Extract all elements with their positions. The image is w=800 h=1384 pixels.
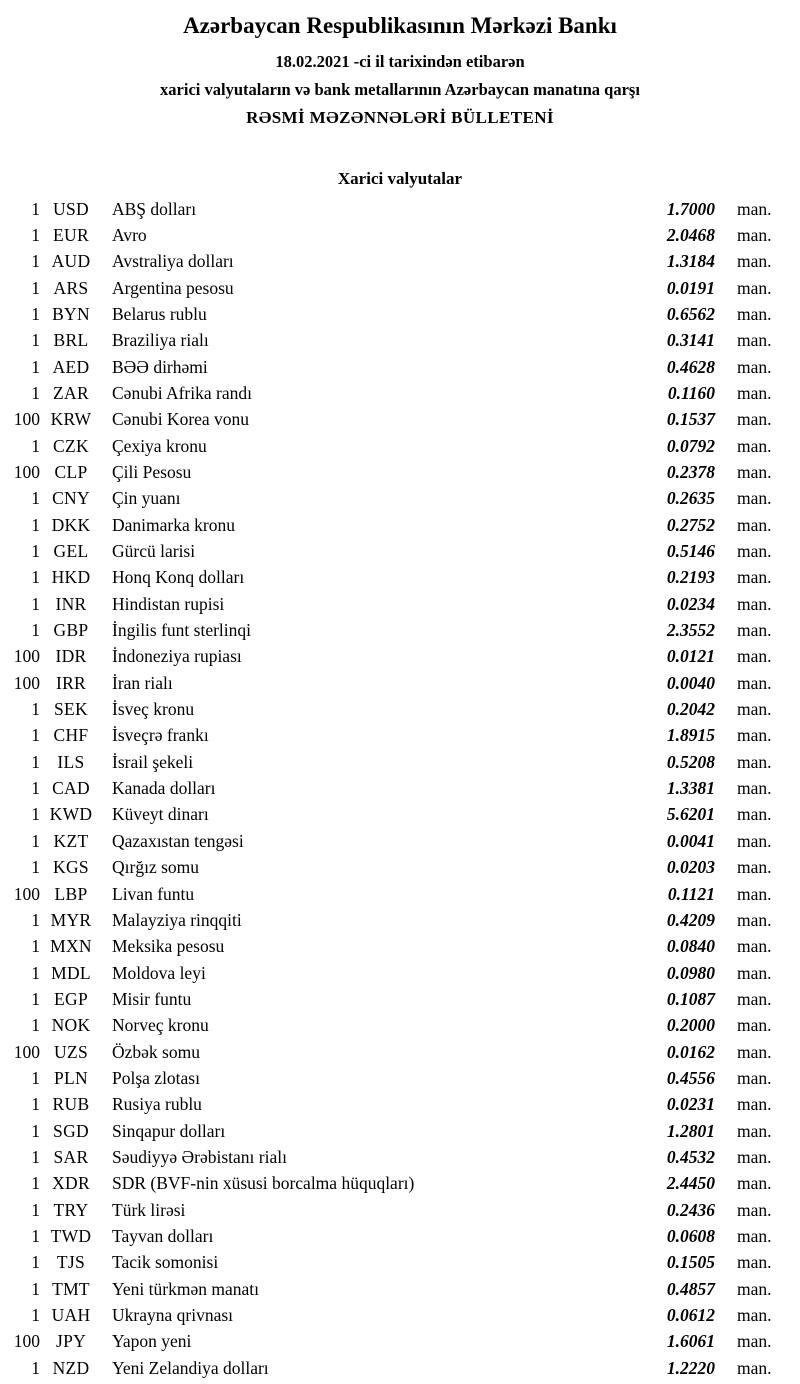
row-currency-code: XDR <box>52 1173 90 1194</box>
row-rate: 0.2378 <box>666 462 715 483</box>
row-rate: 0.4532 <box>666 1146 715 1167</box>
row-currency-code: MYR <box>50 909 92 930</box>
row-quantity: 1 <box>31 1146 40 1167</box>
row-currency-code: GBP <box>53 620 89 641</box>
table-row <box>0 591 800 617</box>
row-unit: man. <box>737 462 772 483</box>
row-rate: 2.3552 <box>666 620 715 641</box>
row-currency-code: BRL <box>53 330 89 351</box>
subject-line: xarici valyutaların və bank metallarının Azərbaycan manatına qarşı <box>160 80 640 100</box>
table-row <box>0 749 800 775</box>
row-unit: man. <box>737 883 772 904</box>
row-currency-code: MXN <box>50 936 92 957</box>
row-quantity: 1 <box>31 251 40 272</box>
row-quantity: 1 <box>31 1015 40 1036</box>
row-rate: 0.4556 <box>666 1067 715 1088</box>
row-currency-code: TRY <box>53 1199 89 1220</box>
row-rate: 0.1537 <box>666 409 715 430</box>
row-quantity: 1 <box>31 1252 40 1273</box>
row-currency-code: HKD <box>51 567 91 588</box>
row-currency-name: Hindistan rupisi <box>112 593 225 614</box>
row-rate: 0.0191 <box>666 277 715 298</box>
row-rate: 0.2635 <box>666 488 715 509</box>
row-unit: man. <box>737 1331 772 1352</box>
row-rate: 0.4209 <box>666 909 715 930</box>
table-row <box>0 670 800 696</box>
row-quantity: 100 <box>13 672 40 693</box>
row-rate: 0.0840 <box>666 936 715 957</box>
row-quantity: 1 <box>31 620 40 641</box>
row-quantity: 100 <box>13 409 40 430</box>
row-unit: man. <box>737 1146 772 1167</box>
row-rate: 0.5146 <box>666 541 715 562</box>
row-currency-name: Belarus rublu <box>112 303 207 324</box>
row-quantity: 1 <box>31 1357 40 1378</box>
row-currency-name: ABŞ dolları <box>112 198 197 219</box>
row-currency-name: Səudiyyə Ərəbistanı rialı <box>112 1146 287 1167</box>
row-currency-code: KGS <box>53 857 89 878</box>
table-row <box>0 564 800 590</box>
row-rate: 0.1087 <box>666 988 715 1009</box>
table-row <box>0 960 800 986</box>
row-currency-name: Kanada dolları <box>112 778 216 799</box>
row-currency-code: ILS <box>57 751 85 772</box>
row-quantity: 1 <box>31 804 40 825</box>
row-unit: man. <box>737 435 772 456</box>
row-unit: man. <box>737 1305 772 1326</box>
row-unit: man. <box>737 1041 772 1062</box>
row-currency-code: UZS <box>54 1041 88 1062</box>
row-rate: 0.4628 <box>666 356 715 377</box>
row-quantity: 100 <box>13 646 40 667</box>
table-row <box>0 854 800 880</box>
row-unit: man. <box>737 224 772 245</box>
row-unit: man. <box>737 1278 772 1299</box>
table-row <box>0 485 800 511</box>
row-quantity: 1 <box>31 514 40 535</box>
row-unit: man. <box>737 198 772 219</box>
row-currency-code: CAD <box>52 778 90 799</box>
row-unit: man. <box>737 1173 772 1194</box>
row-unit: man. <box>737 962 772 983</box>
row-currency-name: Polşa zlotası <box>112 1067 200 1088</box>
row-unit: man. <box>737 1357 772 1378</box>
row-quantity: 1 <box>31 699 40 720</box>
row-rate: 5.6201 <box>666 804 715 825</box>
table-row <box>0 1328 800 1354</box>
table-row <box>0 196 800 222</box>
row-currency-name: Honq Konq dolları <box>112 567 245 588</box>
row-currency-code: LBP <box>54 883 88 904</box>
row-currency-name: Özbək somu <box>112 1041 200 1062</box>
row-currency-code: USD <box>53 198 89 219</box>
row-quantity: 1 <box>31 1094 40 1115</box>
row-unit: man. <box>737 488 772 509</box>
row-unit: man. <box>737 330 772 351</box>
table-row <box>0 801 800 827</box>
table-row <box>0 828 800 854</box>
row-currency-code: KRW <box>50 409 92 430</box>
row-rate: 0.0041 <box>666 830 715 851</box>
row-quantity: 1 <box>31 1278 40 1299</box>
row-quantity: 1 <box>31 962 40 983</box>
table-row <box>0 1302 800 1328</box>
row-currency-code: IDR <box>55 646 87 667</box>
row-currency-code: AED <box>52 356 90 377</box>
table-row <box>0 222 800 248</box>
row-unit: man. <box>737 988 772 1009</box>
row-quantity: 1 <box>31 1225 40 1246</box>
row-currency-code: EUR <box>53 224 89 245</box>
row-rate: 0.0203 <box>666 857 715 878</box>
row-unit: man. <box>737 277 772 298</box>
row-unit: man. <box>737 382 772 403</box>
row-currency-name: Yeni türkmən manatı <box>112 1278 259 1299</box>
row-quantity: 1 <box>31 1305 40 1326</box>
row-rate: 1.8915 <box>666 725 715 746</box>
row-quantity: 100 <box>13 1041 40 1062</box>
table-row <box>0 1249 800 1275</box>
row-quantity: 100 <box>13 462 40 483</box>
table-row <box>0 1197 800 1223</box>
rates-table <box>0 196 800 1381</box>
row-rate: 0.1160 <box>667 382 715 403</box>
table-row <box>0 1355 800 1381</box>
table-row <box>0 354 800 380</box>
row-currency-name: Avro <box>112 224 147 245</box>
row-currency-name: Küveyt dinarı <box>112 804 209 825</box>
row-unit: man. <box>737 646 772 667</box>
row-unit: man. <box>737 303 772 324</box>
row-currency-name: Moldova leyi <box>112 962 206 983</box>
row-currency-code: RUB <box>52 1094 90 1115</box>
row-rate: 0.0231 <box>666 1094 715 1115</box>
row-unit: man. <box>737 830 772 851</box>
row-currency-code: BYN <box>52 303 90 324</box>
page-title: Azərbaycan Respublikasının Mərkəzi Bankı <box>183 13 617 38</box>
table-row <box>0 327 800 353</box>
row-quantity: 1 <box>31 778 40 799</box>
row-quantity: 1 <box>31 330 40 351</box>
row-quantity: 1 <box>31 751 40 772</box>
row-quantity: 1 <box>31 303 40 324</box>
row-currency-code: NZD <box>52 1357 90 1378</box>
row-currency-code: PLN <box>54 1067 88 1088</box>
row-unit: man. <box>737 725 772 746</box>
row-unit: man. <box>737 699 772 720</box>
table-row <box>0 986 800 1012</box>
table-row <box>0 248 800 274</box>
row-currency-name: BƏƏ dirhəmi <box>112 356 208 377</box>
row-unit: man. <box>737 593 772 614</box>
table-row <box>0 459 800 485</box>
table-row <box>0 512 800 538</box>
row-rate: 1.3184 <box>666 251 715 272</box>
row-rate: 0.0608 <box>666 1225 715 1246</box>
row-quantity: 1 <box>31 1173 40 1194</box>
row-rate: 0.2193 <box>666 567 715 588</box>
row-currency-name: Yapon yeni <box>112 1331 192 1352</box>
row-rate: 1.2220 <box>666 1357 715 1378</box>
table-row <box>0 380 800 406</box>
table-row <box>0 538 800 564</box>
row-rate: 2.4450 <box>666 1173 715 1194</box>
row-currency-name: Malayziya rinqqiti <box>112 909 242 930</box>
row-currency-name: Qazaxıstan tengəsi <box>112 830 244 851</box>
row-currency-name: Gürcü larisi <box>112 541 196 562</box>
table-row <box>0 722 800 748</box>
row-currency-code: CLP <box>54 462 88 483</box>
row-currency-name: Tayvan dolları <box>112 1225 214 1246</box>
table-row <box>0 406 800 432</box>
table-row <box>0 1223 800 1249</box>
row-currency-name: Avstraliya dolları <box>112 251 234 272</box>
row-rate: 0.0612 <box>666 1305 715 1326</box>
row-quantity: 1 <box>31 936 40 957</box>
row-currency-name: İngilis funt sterlinqi <box>112 620 252 641</box>
row-quantity: 1 <box>31 356 40 377</box>
row-currency-name: Braziliya rialı <box>112 330 209 351</box>
row-unit: man. <box>737 936 772 957</box>
row-currency-code: ARS <box>53 277 89 298</box>
row-currency-name: Yeni Zelandiya dolları <box>112 1357 269 1378</box>
row-unit: man. <box>737 857 772 878</box>
row-currency-name: Danimarka kronu <box>112 514 235 535</box>
row-unit: man. <box>737 514 772 535</box>
row-rate: 0.2000 <box>666 1015 715 1036</box>
row-quantity: 100 <box>13 1331 40 1352</box>
row-quantity: 1 <box>31 541 40 562</box>
row-currency-code: KWD <box>49 804 93 825</box>
row-rate: 0.2436 <box>666 1199 715 1220</box>
row-rate: 0.1505 <box>666 1252 715 1273</box>
row-quantity: 1 <box>31 725 40 746</box>
row-unit: man. <box>737 804 772 825</box>
row-rate: 0.0980 <box>666 962 715 983</box>
row-currency-name: İsveç kronu <box>112 699 195 720</box>
row-unit: man. <box>737 251 772 272</box>
row-quantity: 1 <box>31 988 40 1009</box>
row-currency-code: JPY <box>55 1331 87 1352</box>
row-currency-code: AUD <box>51 251 91 272</box>
row-currency-code: CNY <box>52 488 90 509</box>
row-currency-name: Çexiya kronu <box>112 435 207 456</box>
row-unit: man. <box>737 751 772 772</box>
table-row <box>0 617 800 643</box>
row-quantity: 1 <box>31 277 40 298</box>
row-unit: man. <box>737 1120 772 1141</box>
row-currency-name: Norveç kronu <box>112 1015 209 1036</box>
row-unit: man. <box>737 778 772 799</box>
table-row <box>0 1144 800 1170</box>
row-quantity: 1 <box>31 909 40 930</box>
row-quantity: 1 <box>31 435 40 456</box>
row-currency-name: Rusiya rublu <box>112 1094 202 1115</box>
row-rate: 0.1121 <box>667 883 715 904</box>
row-unit: man. <box>737 409 772 430</box>
table-row <box>0 301 800 327</box>
row-currency-name: İndoneziya rupiası <box>112 646 242 667</box>
row-rate: 0.0234 <box>666 593 715 614</box>
row-rate: 2.0468 <box>666 224 715 245</box>
row-rate: 0.2752 <box>666 514 715 535</box>
row-currency-code: TMT <box>52 1278 90 1299</box>
row-currency-code: EGP <box>54 988 88 1009</box>
row-currency-code: TJS <box>56 1252 86 1273</box>
row-currency-code: TWD <box>50 1225 92 1246</box>
row-quantity: 1 <box>31 1120 40 1141</box>
bulletin-title: RƏSMİ MƏZƏNNƏLƏRİ BÜLLETENİ <box>246 108 554 128</box>
row-rate: 0.0121 <box>666 646 715 667</box>
row-unit: man. <box>737 672 772 693</box>
row-rate: 0.2042 <box>666 699 715 720</box>
row-rate: 1.6061 <box>666 1331 715 1352</box>
table-row <box>0 433 800 459</box>
table-row <box>0 933 800 959</box>
row-currency-name: Çili Pesosu <box>112 462 192 483</box>
row-currency-name: İsrail şekeli <box>112 751 194 772</box>
row-currency-name: Cənubi Korea vonu <box>112 409 250 430</box>
row-currency-name: SDR (BVF-nin xüsusi borcalma hüquqları) <box>112 1173 415 1194</box>
table-row <box>0 696 800 722</box>
row-quantity: 1 <box>31 1067 40 1088</box>
row-currency-name: İran rialı <box>112 672 173 693</box>
row-currency-code: SAR <box>53 1146 89 1167</box>
row-currency-code: CHF <box>53 725 89 746</box>
row-unit: man. <box>737 1067 772 1088</box>
row-rate: 0.0792 <box>666 435 715 456</box>
row-currency-name: İsveçrə frankı <box>112 725 209 746</box>
table-row <box>0 1276 800 1302</box>
row-currency-name: Sinqapur dolları <box>112 1120 226 1141</box>
row-rate: 0.0040 <box>666 672 715 693</box>
table-row <box>0 1065 800 1091</box>
row-quantity: 1 <box>31 488 40 509</box>
row-currency-name: Tacik somonisi <box>112 1252 219 1273</box>
section-title: Xarici valyutalar <box>337 168 463 188</box>
row-currency-name: Qırğız somu <box>112 857 200 878</box>
row-unit: man. <box>737 567 772 588</box>
row-rate: 1.3381 <box>666 778 715 799</box>
row-rate: 0.0162 <box>666 1041 715 1062</box>
row-unit: man. <box>737 541 772 562</box>
row-currency-code: ZAR <box>53 382 89 403</box>
table-row <box>0 1118 800 1144</box>
row-quantity: 1 <box>31 198 40 219</box>
row-currency-code: MDL <box>51 962 91 983</box>
row-quantity: 1 <box>31 1199 40 1220</box>
row-unit: man. <box>737 1094 772 1115</box>
row-quantity: 1 <box>31 830 40 851</box>
row-currency-code: SGD <box>53 1120 89 1141</box>
row-currency-code: IRR <box>55 672 87 693</box>
table-row <box>0 775 800 801</box>
row-quantity: 1 <box>31 224 40 245</box>
row-currency-name: Argentina pesosu <box>112 277 234 298</box>
row-unit: man. <box>737 1225 772 1246</box>
row-quantity: 1 <box>31 382 40 403</box>
table-row <box>0 881 800 907</box>
row-currency-name: Misir funtu <box>112 988 192 1009</box>
row-currency-name: Cənubi Afrika randı <box>112 382 252 403</box>
row-currency-name: Meksika pesosu <box>112 936 225 957</box>
row-rate: 1.2801 <box>666 1120 715 1141</box>
row-rate: 0.5208 <box>666 751 715 772</box>
row-currency-code: UAH <box>51 1305 91 1326</box>
table-row <box>0 1039 800 1065</box>
row-quantity: 1 <box>31 857 40 878</box>
row-rate: 0.3141 <box>666 330 715 351</box>
row-currency-name: Çin yuanı <box>112 488 181 509</box>
row-rate: 0.6562 <box>666 303 715 324</box>
row-currency-name: Ukrayna qrivnası <box>112 1305 234 1326</box>
row-currency-code: GEL <box>53 541 89 562</box>
row-quantity: 1 <box>31 593 40 614</box>
row-quantity: 1 <box>31 567 40 588</box>
row-currency-code: INR <box>55 593 87 614</box>
date-line: 18.02.2021 -ci il tarixindən etibarən <box>275 51 525 71</box>
table-row <box>0 1170 800 1196</box>
row-currency-name: Türk lirəsi <box>112 1199 186 1220</box>
row-currency-code: CZK <box>53 435 89 456</box>
row-rate: 1.7000 <box>666 198 715 219</box>
table-row <box>0 907 800 933</box>
row-unit: man. <box>737 1252 772 1273</box>
row-rate: 0.4857 <box>666 1278 715 1299</box>
table-row <box>0 643 800 669</box>
row-unit: man. <box>737 620 772 641</box>
row-unit: man. <box>737 1199 772 1220</box>
table-row <box>0 275 800 301</box>
row-currency-name: Livan funtu <box>112 883 195 904</box>
table-row <box>0 1012 800 1038</box>
row-currency-code: KZT <box>53 830 89 851</box>
table-row <box>0 1091 800 1117</box>
row-unit: man. <box>737 356 772 377</box>
row-currency-code: SEK <box>54 699 88 720</box>
row-currency-code: NOK <box>51 1015 91 1036</box>
row-unit: man. <box>737 1015 772 1036</box>
row-quantity: 100 <box>13 883 40 904</box>
row-currency-code: DKK <box>51 514 91 535</box>
row-unit: man. <box>737 909 772 930</box>
